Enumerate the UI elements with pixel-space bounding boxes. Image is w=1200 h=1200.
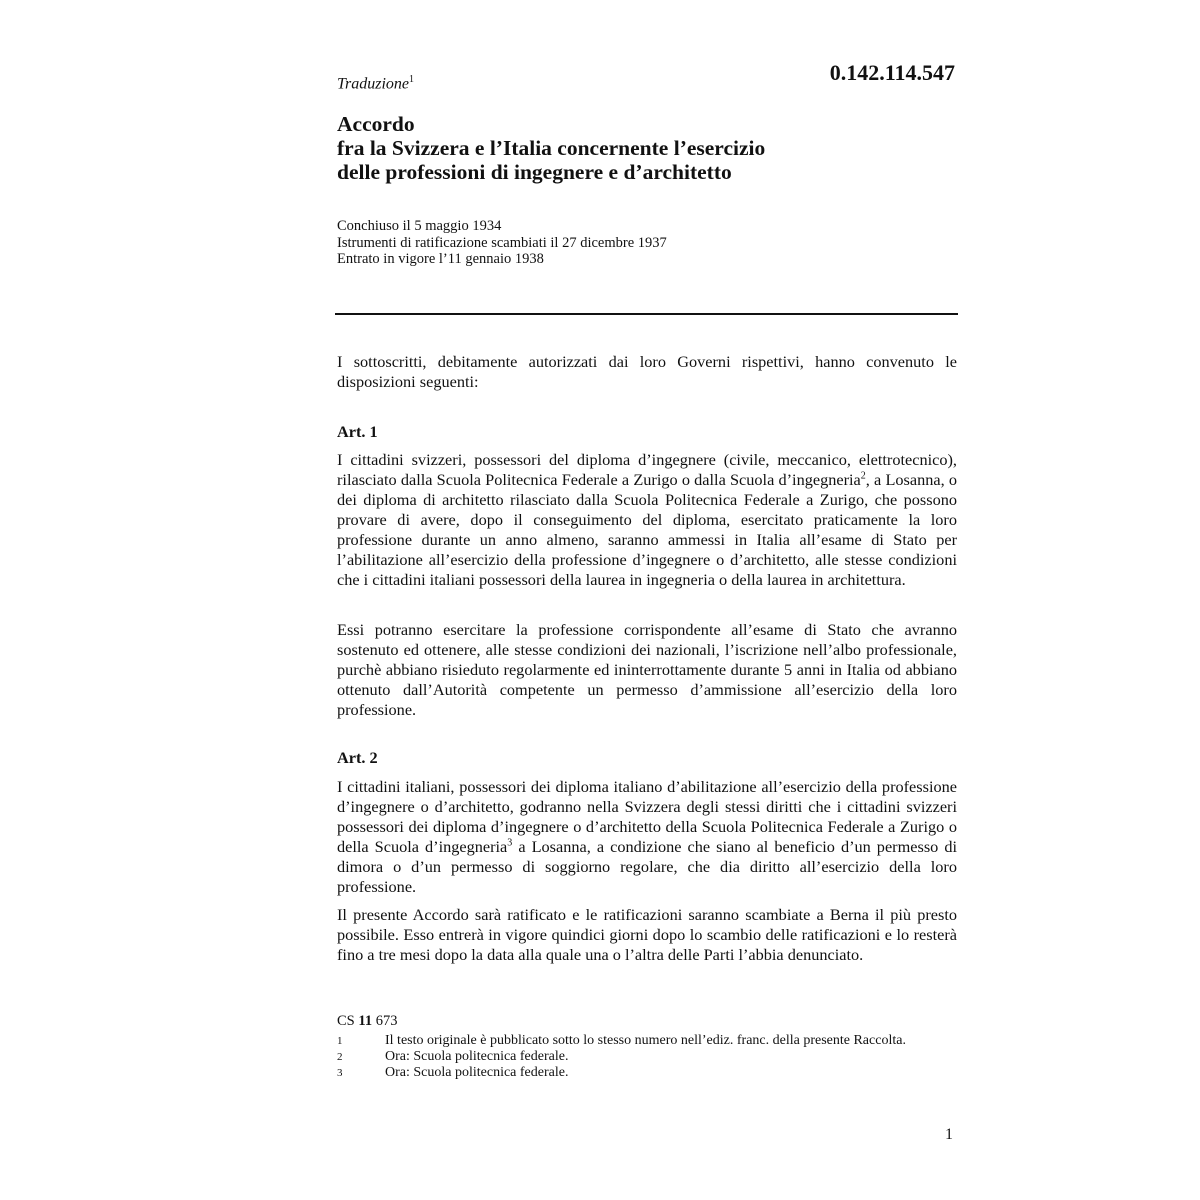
sr-number: 0.142.114.547 [829,60,955,85]
translation-label [337,74,414,93]
meta-concluded: Conchiuso il 5 maggio 1934 [337,218,502,234]
header-divider [335,313,958,315]
footnote-text: Ora: Scuola politecnica federale. [385,1049,569,1064]
footnote-number: 2 [337,1051,343,1063]
footnotes [337,1033,937,1081]
preamble: I sottoscritti, debitamente autorizzati dai loro Governi rispettivi, hanno convenuto le disposizioni seguenti: [337,352,957,391]
footnote-ref-3[interactable]: 3 [507,837,513,849]
meta-in-force: Entrato in vigore l’11 gennaio 1938 [337,251,544,267]
art1-p1-end: , a Losanna, o dei diploma di architetto rilasciato dalla Scuola Politecnica Federale a Zurigo, che possono provare di avere, dopo il conseguimento del diploma, esercitato praticamente la loro professione durante un anno almeno, saranno ammessi in Italia all’esame di Stato per l’abilitazione all’esercizio della professione d’ingegnere o d’architetto, alle stesse condizioni che i cittadini italiani possessori della laurea in ingegneria o della laurea in architettura. [337,470,958,589]
art2-p1-end: a Losanna, a condizione che siano al beneficio d’un permesso di dimora o d’un permesso di soggiorno regolare, che dia diritto all’esercizio della loro professione. [337,837,957,896]
title-line-3: delle professioni di ingegnere e d’architetto [337,160,732,184]
cs-reference [337,1013,397,1030]
page-number: 1 [945,1126,953,1143]
document-title [337,112,957,184]
footnote [337,1049,937,1065]
translation-text: Traduzione [337,75,410,93]
cs-page: 673 [375,1013,398,1029]
article-1-paragraph-1 [337,450,957,590]
cs-prefix: CS [337,1013,355,1029]
footnote [337,1065,937,1081]
cs-volume: 11 [358,1013,373,1029]
article-2-paragraph-1 [337,777,957,897]
footnote-text: Il testo originale è pubblicato sotto lo stesso numero nell’ediz. franc. della presente Raccolta. [385,1033,906,1048]
meta-ratification: Istrumenti di ratificazione scambiati il 27 dicembre 1937 [337,234,667,251]
footnote-text: Ora: Scuola politecnica federale. [385,1065,569,1080]
article-2-heading: Art. 2 [337,748,378,767]
title-line-2: fra la Svizzera e l’Italia concernente l’esercizio [337,136,766,160]
footnote-number: 1 [337,1035,343,1047]
document-meta [337,218,667,268]
art2-p1-start: I cittadini italiani, possessori dei diploma italiano d’abilitazione all’esercizio della professione d’ingegnere o d’architetto, godranno nella Svizzera degli stessi diritti che i cittadini svizzeri possessori dei diploma d’ingegnere o d’architetto della Scuola Politecnica Federale a Zurigo o della Scuola d’ingegneria [337,777,957,856]
footnote-number: 3 [337,1067,343,1079]
footnote [337,1033,937,1049]
footnote-ref-2[interactable]: 2 [860,470,866,482]
translation-footnote-ref[interactable]: 1 [409,74,415,85]
article-1-heading: Art. 1 [337,422,378,441]
title-line-1: Accordo [337,112,415,136]
art1-p1-start: I cittadini svizzeri, possessori del diploma d’ingegnere (civile, meccanico, elettrotecnico), rilasciato dalla Scuola Politecnica Federale a Zurigo o dalla Scuola d’ingegneria [337,450,957,489]
article-1-paragraph-2: Essi potranno esercitare la professione corrispondente all’esame di Stato che avranno sostenuto ed ottenere, alle stesse condizioni dei nazionali, l’iscrizione nell’albo professionale, purchè abbiano risieduto regolarmente ed ininterrottamente durante 5 anni in Italia od abbiano ottenuto dall’Autorità competente un permesso d’ammissione all’esercizio della loro professione. [337,620,957,719]
article-2-paragraph-2: Il presente Accordo sarà ratificato e le ratificazioni saranno scambiate a Berna il più presto possibile. Esso entrerà in vigore quindici giorni dopo lo scambio delle ratificazioni e lo resterà fino a tre mesi dopo la data alla quale una o l’altra delle Parti l’abbia denunciato. [337,905,957,964]
